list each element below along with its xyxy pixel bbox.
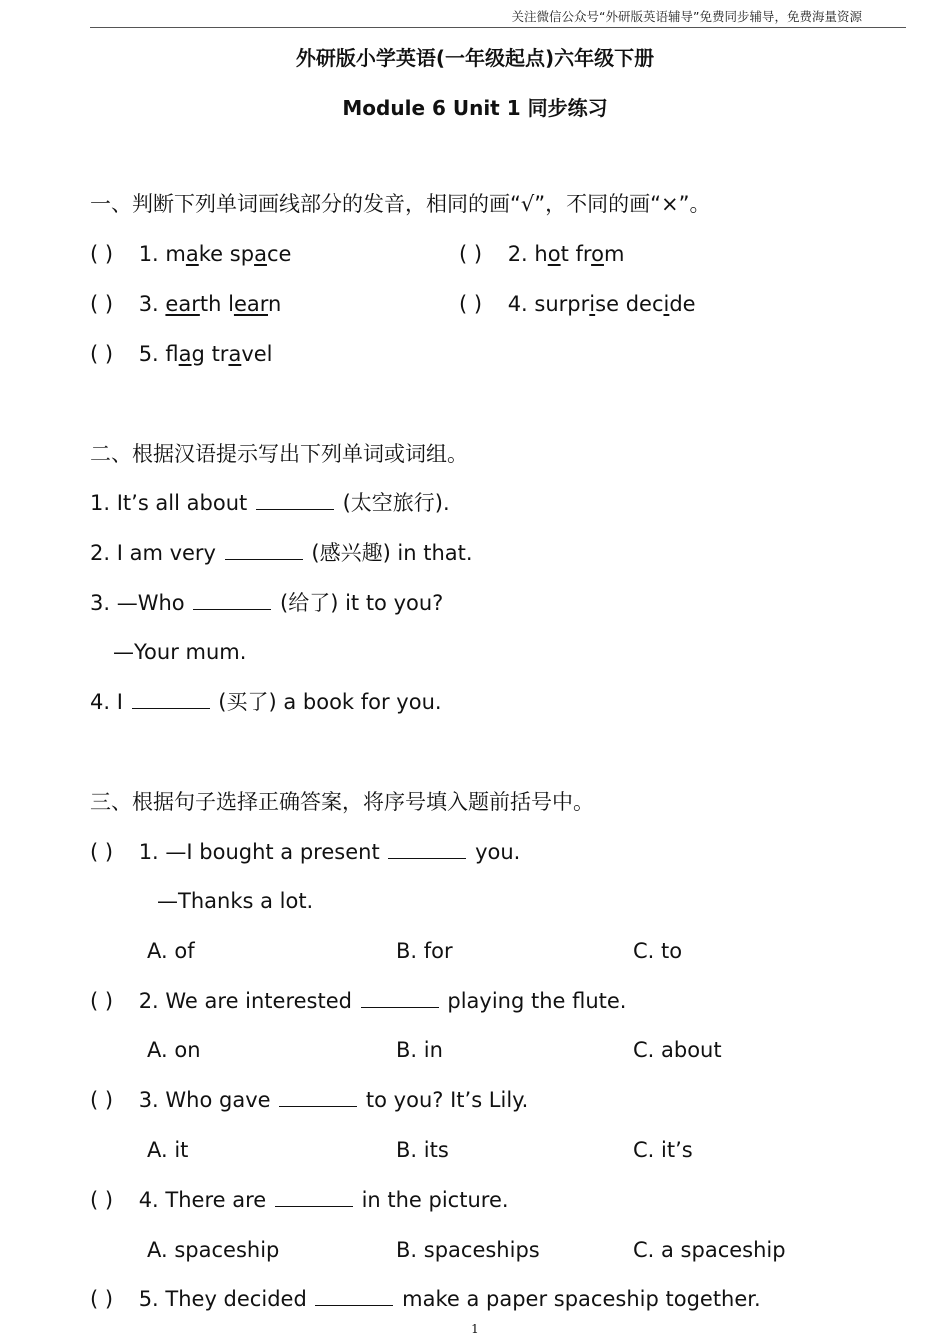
section3-heading: 三、根据句子选择正确答案，将序号填入题前括号中。 <box>90 790 594 814</box>
header-rule <box>90 27 906 28</box>
option-c: C. it’s <box>633 1138 693 1162</box>
s2-item-4: 4. I (买了) a book for you. <box>90 690 442 714</box>
s1-item-5: ( ) 5. flag travel <box>90 342 273 366</box>
s3-question-2: ( ) 2. We are interested playing the flute. <box>90 989 627 1013</box>
option-a: A. on <box>147 1038 201 1062</box>
s3-question-4: ( ) 4. There are in the picture. <box>90 1188 509 1212</box>
s3-question-5: ( ) 5. They decided make a paper spaceship together. <box>90 1287 761 1311</box>
word: hot <box>534 242 569 266</box>
answer-blank[interactable] <box>193 591 271 610</box>
answer-paren: ( ) <box>90 1287 114 1311</box>
section2-heading: 二、根据汉语提示写出下列单词或词组。 <box>90 442 468 466</box>
answer-blank[interactable] <box>275 1188 353 1207</box>
answer-blank[interactable] <box>256 491 334 510</box>
answer-blank[interactable] <box>388 840 466 859</box>
answer-paren: ( ) <box>90 242 114 266</box>
option-c: C. to <box>633 939 683 963</box>
word: decide <box>625 292 696 316</box>
section1-heading: 一、判断下列单词画线部分的发音，相同的画“√”，不同的画“×”。 <box>90 192 711 216</box>
word: learn <box>228 292 282 316</box>
s1-item-4: ( ) 4. surprise decide <box>459 292 696 316</box>
option-b: B. its <box>396 1138 449 1162</box>
word: earth <box>165 292 222 316</box>
option-c: C. a spaceship <box>633 1238 786 1262</box>
answer-blank[interactable] <box>132 690 210 709</box>
option-a: A. it <box>147 1138 189 1162</box>
option-b: B. in <box>396 1038 443 1062</box>
answer-paren: ( ) <box>459 242 483 266</box>
s3-question-1: ( ) 1. —I bought a present you. <box>90 840 521 864</box>
word: travel <box>211 342 273 366</box>
answer-paren: ( ) <box>90 840 114 864</box>
answer-paren: ( ) <box>90 1188 114 1212</box>
page-number: 1 <box>471 1322 479 1336</box>
answer-paren: ( ) <box>90 989 114 1013</box>
answer-paren: ( ) <box>90 292 114 316</box>
option-b: B. spaceships <box>396 1238 540 1262</box>
word: make <box>165 242 224 266</box>
answer-blank[interactable] <box>225 541 303 560</box>
s2-item-3-reply: —Your mum. <box>113 640 247 664</box>
s3-question-1-reply: —Thanks a lot. <box>157 889 314 913</box>
s2-item-2: 2. I am very (感兴趣) in that. <box>90 541 473 565</box>
answer-paren: ( ) <box>90 1088 114 1112</box>
answer-blank[interactable] <box>315 1287 393 1306</box>
s2-item-1: 1. It’s all about (太空旅行). <box>90 491 450 515</box>
word: space <box>229 242 292 266</box>
s2-item-3: 3. —Who (给了) it to you? <box>90 591 444 615</box>
s3-question-3: ( ) 3. Who gave to you? It’s Lily. <box>90 1088 529 1112</box>
title-line-2: Module 6 Unit 1 同步练习 <box>342 96 608 120</box>
option-c: C. about <box>633 1038 722 1062</box>
s1-item-3: ( ) 3. earth learn <box>90 292 282 316</box>
word: surprise <box>534 292 619 316</box>
word: flag <box>165 342 205 366</box>
answer-blank[interactable] <box>361 989 439 1008</box>
title-line-1: 外研版小学英语(一年级起点)六年级下册 <box>295 46 655 70</box>
option-a: A. spaceship <box>147 1238 280 1262</box>
option-b: B. for <box>396 939 453 963</box>
answer-paren: ( ) <box>459 292 483 316</box>
option-a: A. of <box>147 939 195 963</box>
word: from <box>575 242 625 266</box>
s1-item-1: ( ) 1. make space <box>90 242 292 266</box>
answer-paren: ( ) <box>90 342 114 366</box>
header-notice: 关注微信公众号“外研版英语辅导”免费同步辅导，免费海量资源 <box>511 9 862 24</box>
answer-blank[interactable] <box>279 1088 357 1107</box>
s1-item-2: ( ) 2. hot from <box>459 242 625 266</box>
